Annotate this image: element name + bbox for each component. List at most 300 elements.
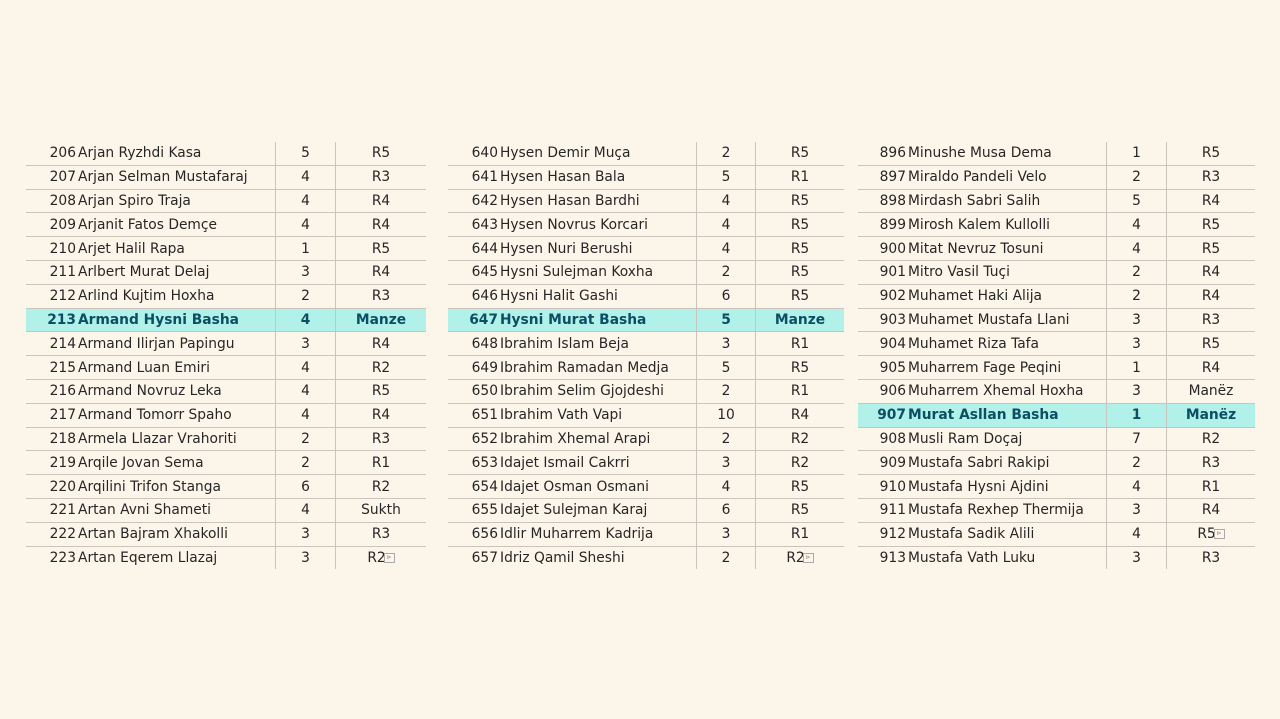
row-number [448, 260, 500, 284]
person-name-text: Arjan Selman Mustafaraj [78, 169, 248, 186]
person-name [908, 522, 1107, 546]
table-row [26, 427, 426, 451]
category-code [336, 165, 427, 189]
row-number-text: 647 [469, 311, 498, 328]
count-value [1107, 308, 1167, 332]
paste-options-icon[interactable]: ⊳ [1214, 529, 1225, 539]
category-code [1167, 165, 1256, 189]
row-number [858, 142, 908, 165]
row-number-text: 657 [471, 549, 498, 566]
person-name [78, 308, 276, 332]
person-name-text: Armand Tomorr Spaho [78, 407, 232, 424]
table-row [858, 475, 1255, 499]
count-value [1107, 379, 1167, 403]
row-number [26, 260, 78, 284]
table-row [448, 189, 844, 213]
category-code-text: R1 [790, 526, 810, 543]
row-number-text: 649 [471, 359, 498, 376]
person-name [908, 165, 1107, 189]
row-number-text: 222 [49, 526, 76, 543]
table-row [448, 522, 844, 546]
category-code-text: R5 [1197, 526, 1216, 543]
table-row [858, 237, 1255, 261]
person-name [500, 475, 697, 499]
category-code-text: R2 [786, 549, 805, 566]
person-name [908, 213, 1107, 237]
person-name [500, 379, 697, 403]
count-value-text: 2 [721, 264, 731, 281]
person-name-text: Miraldo Pandeli Velo [908, 169, 1047, 186]
person-name-text: Mirdash Sabri Salih [908, 192, 1041, 209]
row-number [858, 213, 908, 237]
category-code-text: R5 [371, 383, 391, 400]
row-number-text: 650 [471, 383, 498, 400]
count-value-text: 3 [1132, 311, 1141, 328]
category-code-text: R4 [1201, 288, 1221, 305]
person-name [908, 498, 1107, 522]
row-number-text: 643 [471, 216, 498, 233]
row-number [448, 546, 500, 569]
row-number-text: 640 [471, 145, 498, 162]
row-number [26, 403, 78, 427]
person-name [500, 284, 697, 308]
row-number-text: 906 [879, 383, 906, 400]
row-number [26, 379, 78, 403]
count-value-text: 3 [301, 264, 310, 281]
person-name [500, 142, 697, 165]
person-name-text: Ibrahim Ramadan Medja [500, 359, 669, 376]
category-code [756, 356, 845, 380]
category-code-text: R2 [371, 359, 391, 376]
person-name [500, 546, 697, 569]
category-code-text: R4 [371, 264, 391, 281]
person-name-text: Artan Avni Shameti [78, 502, 211, 519]
count-value-text: 2 [1132, 454, 1141, 471]
person-name [78, 475, 276, 499]
person-name [500, 498, 697, 522]
person-name [908, 475, 1107, 499]
count-value-text: 2 [301, 454, 310, 471]
category-code [1167, 451, 1256, 475]
person-name-text: Mitro Vasil Tuçi [908, 264, 1010, 281]
row-number [858, 427, 908, 451]
person-name-text: Muhamet Haki Alija [908, 288, 1043, 305]
category-code [756, 237, 845, 261]
category-code [756, 475, 845, 499]
category-code-text: Manze [355, 311, 407, 328]
person-name [78, 165, 276, 189]
count-value [276, 165, 336, 189]
count-value-text: 4 [300, 311, 311, 328]
row-number-text: 644 [471, 240, 498, 257]
row-number-text: 900 [879, 240, 906, 257]
category-code-text: R2 [367, 549, 386, 566]
count-value [276, 451, 336, 475]
count-value-text: 1 [1132, 359, 1141, 376]
category-code [336, 427, 427, 451]
count-value-text: 2 [1132, 264, 1141, 281]
table-row [858, 498, 1255, 522]
category-code-text: R2 [790, 454, 810, 471]
person-name-text: Musli Ram Doçaj [908, 430, 1023, 447]
person-name-text: Hysen Novrus Korcari [500, 216, 648, 233]
category-code [1167, 522, 1256, 546]
row-number-text: 905 [879, 359, 906, 376]
table-row [858, 332, 1255, 356]
row-number [448, 332, 500, 356]
table-row [448, 237, 844, 261]
count-value [276, 142, 336, 165]
table-row [448, 451, 844, 475]
person-name [78, 379, 276, 403]
row-number-text: 898 [879, 192, 906, 209]
paste-options-icon[interactable]: ⊳ [384, 553, 395, 563]
row-number-text: 654 [471, 478, 498, 495]
category-code-text: R2 [371, 478, 391, 495]
row-number [26, 356, 78, 380]
table-row [858, 260, 1255, 284]
row-number [26, 189, 78, 213]
person-name-text: Arjanit Fatos Demçe [78, 216, 217, 233]
person-name [78, 498, 276, 522]
person-name-text: Mustafa Hysni Ajdini [908, 478, 1049, 495]
table-row [26, 451, 426, 475]
category-code-text: R5 [371, 240, 391, 257]
count-value [697, 260, 756, 284]
count-value-text: 3 [721, 526, 731, 543]
count-value [697, 498, 756, 522]
person-name [78, 522, 276, 546]
count-value-text: 4 [721, 240, 731, 257]
row-number [26, 213, 78, 237]
count-value-text: 6 [721, 288, 731, 305]
table-row [858, 308, 1255, 332]
table-panel-1 [26, 142, 426, 569]
row-number [26, 427, 78, 451]
row-number-text: 908 [879, 430, 906, 447]
row-number-text: 223 [49, 549, 76, 566]
row-number [448, 165, 500, 189]
category-code-text: R1 [1201, 478, 1221, 495]
category-code [1167, 213, 1256, 237]
category-code-text: R4 [1201, 264, 1221, 281]
person-name-text: Ibrahim Vath Vapi [500, 407, 623, 424]
count-value-text: 1 [301, 240, 310, 257]
category-code [756, 498, 845, 522]
count-value [697, 403, 756, 427]
row-number-text: 652 [471, 430, 498, 447]
row-number [448, 308, 500, 332]
table-row [26, 332, 426, 356]
person-name-text: Muhamet Mustafa Llani [908, 311, 1070, 328]
category-code [336, 260, 427, 284]
person-name-text: Hysni Halit Gashi [500, 288, 618, 305]
person-name [908, 260, 1107, 284]
row-number-text: 217 [49, 407, 76, 424]
person-name [500, 356, 697, 380]
table-row [26, 522, 426, 546]
person-name [500, 189, 697, 213]
person-name [908, 237, 1107, 261]
table-row [26, 213, 426, 237]
category-code [1167, 332, 1256, 356]
category-code-text: R3 [371, 169, 391, 186]
row-number-text: 656 [471, 526, 498, 543]
person-name [78, 403, 276, 427]
category-code [336, 451, 427, 475]
row-number-text: 901 [879, 264, 906, 281]
person-name [500, 427, 697, 451]
category-code [336, 403, 427, 427]
count-value [1107, 165, 1167, 189]
row-number-text: 913 [879, 549, 906, 566]
count-value [1107, 427, 1167, 451]
category-code-text: R4 [1201, 502, 1221, 519]
category-code-text: R4 [790, 407, 810, 424]
category-code [336, 356, 427, 380]
row-number [26, 498, 78, 522]
row-number [858, 522, 908, 546]
row-number [448, 522, 500, 546]
category-code-text: R5 [790, 288, 810, 305]
row-number-text: 208 [49, 192, 76, 209]
person-name [500, 213, 697, 237]
category-code [336, 522, 427, 546]
row-number [448, 142, 500, 165]
category-code [756, 379, 845, 403]
row-number [26, 142, 78, 165]
person-name-text: Mustafa Rexhep Thermija [908, 502, 1084, 519]
person-name [78, 260, 276, 284]
row-number [858, 475, 908, 499]
row-number-text: 641 [471, 169, 498, 186]
category-code-text: R1 [790, 169, 810, 186]
category-code-text: R3 [371, 430, 391, 447]
count-value [1107, 546, 1167, 569]
category-code [1167, 189, 1256, 213]
row-number-text: 909 [879, 454, 906, 471]
row-number [448, 403, 500, 427]
count-value [697, 332, 756, 356]
person-name-text: Hysni Sulejman Koxha [500, 264, 654, 281]
row-number-text: 902 [879, 288, 906, 305]
person-name [908, 546, 1107, 569]
category-code-text: Manëz [1185, 407, 1237, 424]
count-value [697, 379, 756, 403]
count-value [697, 522, 756, 546]
person-name [500, 260, 697, 284]
row-number-text: 651 [471, 407, 498, 424]
person-name [908, 284, 1107, 308]
person-name-text: Ibrahim Selim Gjojdeshi [500, 383, 664, 400]
table-row [858, 522, 1255, 546]
category-code [336, 332, 427, 356]
count-value-text: 3 [1132, 383, 1141, 400]
person-name-text: Arlind Kujtim Hoxha [78, 288, 215, 305]
person-name-text: Hysen Demir Muça [500, 145, 631, 162]
category-code [1167, 142, 1256, 165]
category-code-text: R5 [790, 216, 810, 233]
category-code [1167, 475, 1256, 499]
row-number [858, 379, 908, 403]
row-number-text: 897 [879, 169, 906, 186]
category-code [336, 237, 427, 261]
row-number-text: 211 [49, 264, 76, 281]
row-number-text: 218 [49, 430, 76, 447]
person-name [908, 356, 1107, 380]
person-name-text: Armand Ilirjan Papingu [78, 335, 235, 352]
table-row [448, 546, 844, 569]
table-row [448, 475, 844, 499]
count-value-text: 2 [301, 430, 310, 447]
category-code-text: R5 [371, 145, 391, 162]
count-value [697, 475, 756, 499]
person-name-text: Ibrahim Xhemal Arapi [500, 430, 651, 447]
table-row [26, 356, 426, 380]
person-name-text: Arqile Jovan Sema [78, 454, 204, 471]
count-value [1107, 260, 1167, 284]
category-code [756, 451, 845, 475]
count-value-text: 10 [717, 407, 735, 424]
table-row [858, 142, 1255, 165]
row-number [858, 308, 908, 332]
table-row [26, 475, 426, 499]
person-name [500, 522, 697, 546]
row-number [448, 451, 500, 475]
category-code [1167, 356, 1256, 380]
person-name [78, 451, 276, 475]
category-code-text: R3 [1201, 169, 1221, 186]
person-name [908, 308, 1107, 332]
row-number-text: 910 [879, 478, 906, 495]
category-code [1167, 498, 1256, 522]
person-name [500, 165, 697, 189]
category-code-text: R3 [371, 288, 391, 305]
category-code-text: Sukth [361, 502, 401, 519]
table-row-highlighted [858, 403, 1255, 427]
table-row [448, 165, 844, 189]
category-code-text: R3 [371, 526, 391, 543]
row-number-text: 899 [879, 216, 906, 233]
count-value [1107, 284, 1167, 308]
row-number [858, 165, 908, 189]
person-name [908, 332, 1107, 356]
count-value [276, 379, 336, 403]
count-value [697, 284, 756, 308]
category-code [1167, 403, 1256, 427]
row-number [448, 498, 500, 522]
paste-options-icon[interactable]: ⊳ [803, 553, 814, 563]
person-name [500, 451, 697, 475]
table-row [858, 284, 1255, 308]
table-row [858, 165, 1255, 189]
table-row [26, 403, 426, 427]
row-number [858, 356, 908, 380]
category-code-text: R5 [790, 502, 810, 519]
row-number-text: 210 [49, 240, 76, 257]
table-panel-3 [858, 142, 1255, 569]
row-number [26, 475, 78, 499]
category-code-text: R5 [1201, 240, 1221, 257]
table-row-highlighted [448, 308, 844, 332]
list-table [26, 142, 426, 569]
table-row [26, 165, 426, 189]
row-number [26, 284, 78, 308]
person-name [908, 142, 1107, 165]
person-name-text: Idajet Sulejman Karaj [500, 502, 648, 519]
count-value [276, 213, 336, 237]
person-name [78, 332, 276, 356]
count-value-text: 4 [301, 502, 310, 519]
count-value [1107, 142, 1167, 165]
row-number [858, 546, 908, 569]
row-number [26, 522, 78, 546]
row-number [26, 332, 78, 356]
person-name-text: Mustafa Sadik Alili [908, 526, 1035, 543]
table-row [858, 356, 1255, 380]
count-value-text: 3 [1132, 502, 1141, 519]
person-name-text: Armand Novruz Leka [78, 383, 222, 400]
table-panel-2 [448, 142, 844, 569]
count-value [697, 427, 756, 451]
category-code-text: R5 [1201, 145, 1221, 162]
category-code [756, 142, 845, 165]
row-number-text: 207 [49, 169, 76, 186]
table-row [858, 451, 1255, 475]
category-code [756, 332, 845, 356]
person-name-text: Arqilini Trifon Stanga [78, 478, 222, 495]
category-code-text: R2 [790, 430, 810, 447]
person-name [908, 379, 1107, 403]
count-value [276, 237, 336, 261]
category-code-text: R5 [1201, 335, 1221, 352]
person-name [78, 213, 276, 237]
count-value-text: 5 [721, 359, 731, 376]
row-number [26, 165, 78, 189]
count-value-text: 2 [1132, 288, 1141, 305]
table-row [448, 284, 844, 308]
count-value-text: 4 [301, 169, 310, 186]
count-value-text: 2 [301, 288, 310, 305]
category-code-text: Manëz [1188, 383, 1234, 400]
table-row [448, 427, 844, 451]
person-name [908, 427, 1107, 451]
row-number-text: 209 [49, 216, 76, 233]
person-name-text: Minushe Musa Dema [908, 145, 1052, 162]
category-code-text: R4 [1201, 359, 1221, 376]
row-number-text: 646 [471, 288, 498, 305]
person-name-text: Armand Hysni Basha [78, 311, 239, 328]
count-value-text: 5 [301, 145, 310, 162]
person-name-text: Armela Llazar Vrahoriti [78, 430, 237, 447]
person-name-text: Muharrem Xhemal Hoxha [908, 383, 1084, 400]
category-code [336, 308, 427, 332]
table-row [26, 237, 426, 261]
table-row [448, 332, 844, 356]
count-value [697, 165, 756, 189]
person-name-text: Arjan Spiro Traja [78, 192, 191, 209]
person-name-text: Arlbert Murat Delaj [78, 264, 210, 281]
row-number-text: 212 [49, 288, 76, 305]
count-value-text: 4 [301, 216, 310, 233]
person-name-text: Hysen Nuri Berushi [500, 240, 633, 257]
count-value-text: 7 [1132, 430, 1141, 447]
person-name [908, 451, 1107, 475]
category-code [336, 498, 427, 522]
person-name [908, 189, 1107, 213]
count-value [697, 451, 756, 475]
count-value [276, 284, 336, 308]
